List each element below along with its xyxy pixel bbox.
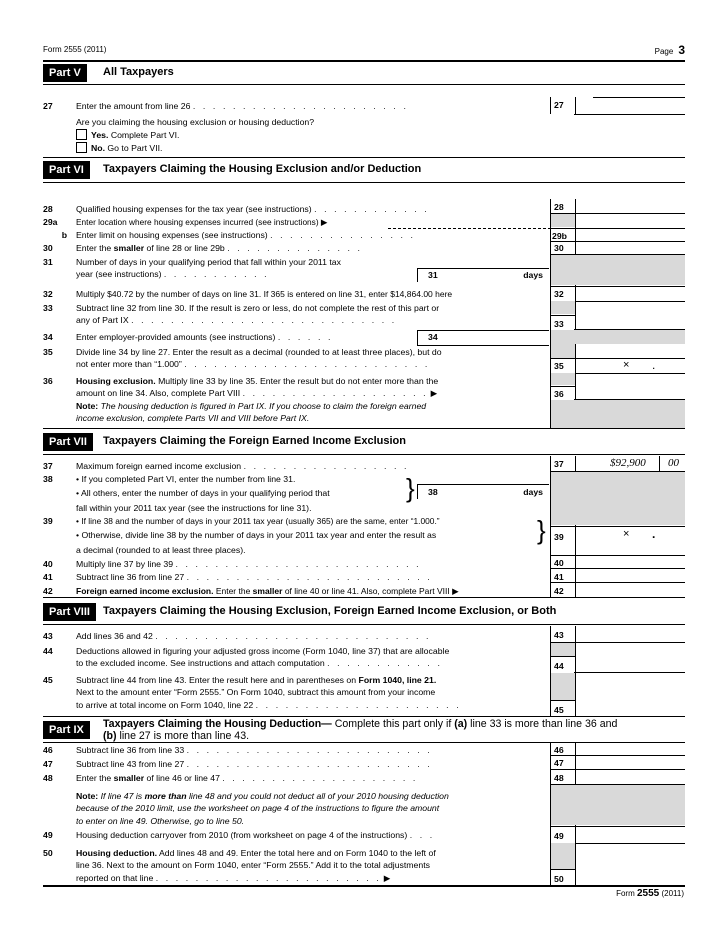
- cents-divider: [659, 456, 660, 471]
- part-viii-header: [43, 603, 685, 621]
- box-50: 50: [550, 869, 576, 886]
- box-34-shaded: [550, 330, 576, 358]
- rule: [43, 454, 685, 455]
- box-36: 36: [550, 386, 576, 401]
- box-38-shaded: [550, 472, 576, 525]
- box-note-shaded: [550, 400, 576, 428]
- no-checkbox[interactable]: [76, 142, 87, 153]
- line-37-amount[interactable]: [574, 456, 685, 472]
- line-48-amount[interactable]: [574, 770, 685, 785]
- box-44-shaded: [550, 643, 576, 656]
- box-50-shaded: [550, 843, 576, 869]
- amount-note-shaded: [574, 785, 685, 825]
- brace: }: [406, 473, 415, 503]
- line-33-amount[interactable]: [574, 315, 685, 330]
- line-33: 33 Subtract line 32 from line 30. If the result is zero or less, do not complete the rest of this part or any of Part IX . . . . . . . . . . . . . . . . . . . . . . . . . . .: [43, 303, 440, 326]
- rule: [43, 182, 685, 183]
- line-37-cents: 00: [668, 457, 679, 469]
- page-header: [43, 43, 685, 57]
- rule: [43, 624, 685, 625]
- line-44-amount[interactable]: [574, 656, 685, 673]
- line-47-amount[interactable]: [574, 756, 685, 770]
- line-28-amount[interactable]: [574, 199, 685, 214]
- box-45-shaded: [550, 673, 576, 700]
- box-45: 45: [550, 700, 576, 717]
- form-year: Form 2555 (2011): [43, 45, 107, 54]
- box-40: 40: [550, 555, 576, 569]
- box-39: 39: [550, 526, 576, 556]
- box-47: 47: [550, 756, 576, 770]
- box-41: 41: [550, 569, 576, 583]
- page-number: 3: [678, 43, 685, 57]
- amount-38-shaded: [574, 472, 685, 525]
- brace: }: [537, 515, 546, 545]
- part-v-header: [43, 64, 685, 82]
- line-38: 38 • If you completed Part VI, enter the number from line 31. • All others, enter the number of days in your qualifying period that fall within your 2011 tax year (see the instructions for line 31). } 38 days: [43, 473, 685, 513]
- line-35-amount[interactable]: [574, 358, 685, 374]
- box-note-shaded: [550, 785, 576, 825]
- line-36-note: Note: The housing deduction is figured in Part IX. If you choose to claim the foreign earned income exclusion, complete Parts VII and VIII before Part IX.: [76, 401, 427, 424]
- times-sign: ×: [623, 528, 630, 540]
- part-title: All Taxpayers: [103, 66, 174, 78]
- line-36-amount[interactable]: [574, 386, 685, 400]
- line-number: 27: [43, 101, 53, 111]
- line-text: Enter the amount from line 26 . . . . . . . . . . . . . . . . . . . . . .: [76, 101, 409, 111]
- yes-checkbox[interactable]: [76, 129, 87, 140]
- line-38-days-field[interactable]: 38 days: [417, 484, 549, 499]
- amount-note-shaded: [574, 400, 685, 428]
- times-sign: ×: [623, 359, 630, 371]
- line-49-amount[interactable]: [574, 826, 685, 844]
- box-44: 44: [550, 656, 576, 674]
- box-35: 35: [550, 358, 576, 374]
- line-35: 35 Divide line 34 by line 27. Enter the result as a decimal (rounded to at least three places), but do not enter more than “1.000” . . . . . . . . . . . . . . . . . . . . . . . . .: [43, 347, 442, 370]
- line-31: 31 Number of days in your qualifying period that fall within your 2011 tax year (see instructions) . . . . . . . . . . . 31 days: [43, 256, 685, 282]
- rule: [43, 84, 685, 85]
- line-39: 39 • If line 38 and the number of days in your 2011 tax year (usually 365) are the same, enter “1.000.” • Otherwise, divide line 38 by the number of days in your 2011 tax year and enter the result as a decimal (rounded to at least three places). }: [43, 515, 546, 556]
- box-28: 28: [550, 199, 576, 214]
- box-43: 43: [550, 626, 576, 643]
- line-36: 36 Housing exclusion. Multiply line 33 by line 35. Enter the result but do not enter more than the amount on line 34. Also, complete Part VIII . . . . . . . . . . . . . . . . . . . ▶: [43, 376, 439, 399]
- line-29b-amount[interactable]: [574, 228, 685, 242]
- part-title: Taxpayers Claiming the Housing Deduction— Complete this part only if (a) line 33 is more than line 36 and (b) line 27 is more than line 43.: [103, 718, 618, 742]
- box-32: 32: [550, 286, 576, 302]
- line-44: 44 Deductions allowed in figuring your adjusted gross income (Form 1040, line 37) that are allocable to the excluded income. See instructions and attach computation . . . . . . . . . . . .: [43, 646, 450, 669]
- part-title: Taxpayers Claiming the Foreign Earned Income Exclusion: [103, 435, 406, 447]
- rule: [43, 716, 685, 717]
- box-27: 27: [550, 97, 576, 114]
- line-31-days-field[interactable]: 31 days: [417, 268, 549, 282]
- line-50: 50 Housing deduction. Add lines 48 and 49. Enter the total here and on Form 1040 to the left of line 36. Next to the amount on Form 1040, enter “Form 2555.” Add it to the total adjustments reported on that line . . . . . . . . . . . . . . . . . . . . . . . ▶: [43, 848, 436, 883]
- part9-note: Note: If line 47 is more than line 48 and you could not deduct all of your 2010 housing deduction because of the 2010 limit, use the worksheet on page 4 of the instructions to figure the amount to enter on line 49. Otherwise, go to line 50.: [76, 791, 449, 826]
- part-title: Taxpayers Claiming the Housing Exclusion and/or Deduction: [103, 163, 422, 175]
- line-40-amount[interactable]: [574, 555, 685, 569]
- line-45: 45 Subtract line 44 from line 43. Enter the result here and in parentheses on Form 1040, line 21. Next to the amount enter “Form 2555.” On Form 1040, subtract this amount from your income to arrive at total income on Form 1040, line 22 . . . . . . . . . . . . . . . . . . . . .: [43, 675, 462, 710]
- part-ix-header: [43, 718, 685, 742]
- line-41-amount[interactable]: [574, 569, 685, 583]
- line-43-amount[interactable]: [574, 626, 685, 643]
- part-label: Part V: [43, 64, 87, 82]
- rule: [43, 157, 685, 158]
- page-indicator: Page 3: [654, 43, 685, 57]
- part-label: Part VIII: [43, 603, 96, 621]
- part-label: Part VI: [43, 161, 90, 179]
- form-page: Form 2555 (2011) Page 3 Part V All Taxpayers 27 Enter the amount from line 26 . . . . . . . . . . . . . . . . . . . . . . 27 Are you claiming the housing exclusion or housing deduction? Yes. Complete Part VI. No. Go to Part VII. Part VI Taxpayers Claiming the Housing Exclusion and/or Deduction 28 Qualified housing expenses for the tax year (see instructions) . . . . . . . . . . . . 29a Enter location where housing expenses incurred (see instructions) ▶ b Enter limit on housing expenses (see instructions) . . . . . . . . . . . . . . . 30 Enter the smaller of line 28 or line 29b . . . . . . . . . . . . . . 31 Number of days in your qualifying period that fall within your 2011 tax year (see instructions) . . . . . . . . . . . 31 days 32 Multiply $40.72 by the number of days on line 31. If 365 is entered on line 31, enter $14,864.00 here 33 Subtract line 32 from line 30. If the result is zero or less, do not complete the rest of this part or any of Part IX . . . . . . . . . . . . . . . . . . . . . . . . . . . 34 Enter employer-provided amounts (see instructions) . . . . . . 34 35 Divide line 34 by line 27. Enter the result as a decimal (rounded to at least three places), but do not enter more than “1.000” . . . . . . . . . . . . . . . . . . . . . . . . . 36 Housing exclusion. Multiply line 33 by line 35. Enter the result but do not enter more than the amount on line 34. Also, complete Part VIII . . . . . . . . . . . . . . . . . . . ▶ Note: The housing deduction is figured in Part IX. If you choose to claim the foreign earned income exclusion, complete Parts VII and VIII before Part IX. 28 29b 30 32 33 35 × . 36 Part VII Taxpayers Claiming the Foreign Earned Income Exclusion 37 Maximum foreign earned income exclusion . . . . . . . . . . . . . . . . . 38 • If you completed Part VI, enter the number from line 31. • All others, enter the number of days in your qualifying period that fall within your 2011 tax year (see the instructions for line 31). } 38 days 39 • If line 38 and the number of days in your 2011 tax year (usually 365) are the same, enter “1.000.” • Otherwise, divide line 38 by the number of days in your 2011 tax year and enter the result as a decimal (rounded to at least three places). } 40 Multiply line 37 by line 39 . . . . . . . . . . . . . . . . . . . . . . . . . 41 Subtract line 36 from line 27 . . . . . . . . . . . . . . . . . . . . . . . . . 42 Foreign earned income exclusion. Enter the smaller of line 40 or line 41. Also, complete Part VIII ▶ 37 $92,900 00 39 × . 40 41 42 Part VIII Taxpayers Claiming the Housing Exclusion, Foreign Earned Income Exclusion, or Both 43 Add lines 36 and 42 . . . . . . . . . . . . . . . . . . . . . . . . . . . . 44 Deductions allowed in figuring your adjusted gross income (Form 1040, line 37) that are allocable to the excluded income. See instructions and attach computation . . . . . . . . . . . . 45 Subtract line 44 from line 43. Enter the result here and in parentheses on Form 1040, line 21. Next to the amount enter “Form 2555.” On Form 1040, subtract this amount from your income to arrive at total income on Form 1040, line 22 . . . . . . . . . . . . . . . . . . . . . 43 44 45 Part IX Taxpayers Claiming the Housing Deduction— Complete this part only if (a) line 33 is more than line 36 and (b) line 27 is more than line 43. 46 Subtract line 36 from line 33 . . . . . . . . . . . . . . . . . . . . . . . . . 47 Subtract line 43 from line 27 . . . . . . . . . . . . . . . . . . . . . . . . . 48 Enter the smaller of line 46 or line 47 . . . . . . . . . . . . . . . . . . . . Note: If line 47 is more than line 48 and you could not deduct all of your 2010 housing deduction because of the 2010 limit, use the worksheet on page 4 of the instructions to figure the amount to enter on line 49. Otherwise, go to line 50. 49 Housing deduction carryover from 2010 (from worksheet on page 4 of the instructions) . . . 50 Housing deduction. Add lines 48 and 49. Enter the total here and on Form 1040 to the left of line 36. Next to the amount on Form 1040, enter “Form 2555.” Add it to the total adjustments reported on that line . . . . . . . . . . . . . . . . . . . . . . . ▶ 46 47 48 49 50 Form 2555 (2011): [43, 43, 685, 899]
- decimal-point: .: [652, 358, 656, 372]
- box-30: 30: [550, 241, 576, 255]
- box-29b: 29b: [550, 228, 576, 242]
- box-31-shaded: [550, 255, 576, 285]
- line-50-amount[interactable]: [574, 869, 685, 885]
- line-39-amount[interactable]: [574, 526, 685, 556]
- amount-34-shaded: [574, 330, 685, 344]
- rule: [43, 885, 685, 887]
- decimal-point: .: [652, 527, 656, 541]
- box-37: 37: [550, 456, 576, 472]
- line-37-dollars: $92,900: [610, 457, 646, 469]
- box-33: 33: [550, 315, 576, 331]
- line-32-amount[interactable]: [574, 286, 685, 302]
- line-34-field[interactable]: 34: [417, 330, 549, 346]
- rule: [593, 97, 685, 98]
- box-29a-shaded: [550, 214, 576, 227]
- line-46-amount[interactable]: [574, 743, 685, 756]
- box-33-shaded: [550, 301, 576, 314]
- rule: [43, 428, 685, 429]
- part-label: Part VII: [43, 433, 93, 451]
- rule: [43, 597, 685, 598]
- line-45-amount[interactable]: [574, 700, 685, 716]
- part-label: Part IX: [43, 721, 90, 739]
- line-27-amount[interactable]: [574, 97, 685, 115]
- line-42-amount[interactable]: [574, 583, 685, 597]
- part-title: Taxpayers Claiming the Housing Exclusion, Foreign Earned Income Exclusion, or Both: [103, 605, 557, 617]
- part-vii-header: [43, 433, 685, 451]
- amount-31-shaded: [574, 255, 685, 285]
- box-49: 49: [550, 826, 576, 844]
- line-30-amount[interactable]: [574, 241, 685, 255]
- box-48: 48: [550, 770, 576, 785]
- box-46: 46: [550, 743, 576, 756]
- box-42: 42: [550, 583, 576, 597]
- form-footer: Form 2555 (2011): [616, 888, 684, 899]
- part-vi-header: [43, 161, 685, 179]
- rule: [43, 60, 685, 62]
- box-36-shaded: [550, 373, 576, 385]
